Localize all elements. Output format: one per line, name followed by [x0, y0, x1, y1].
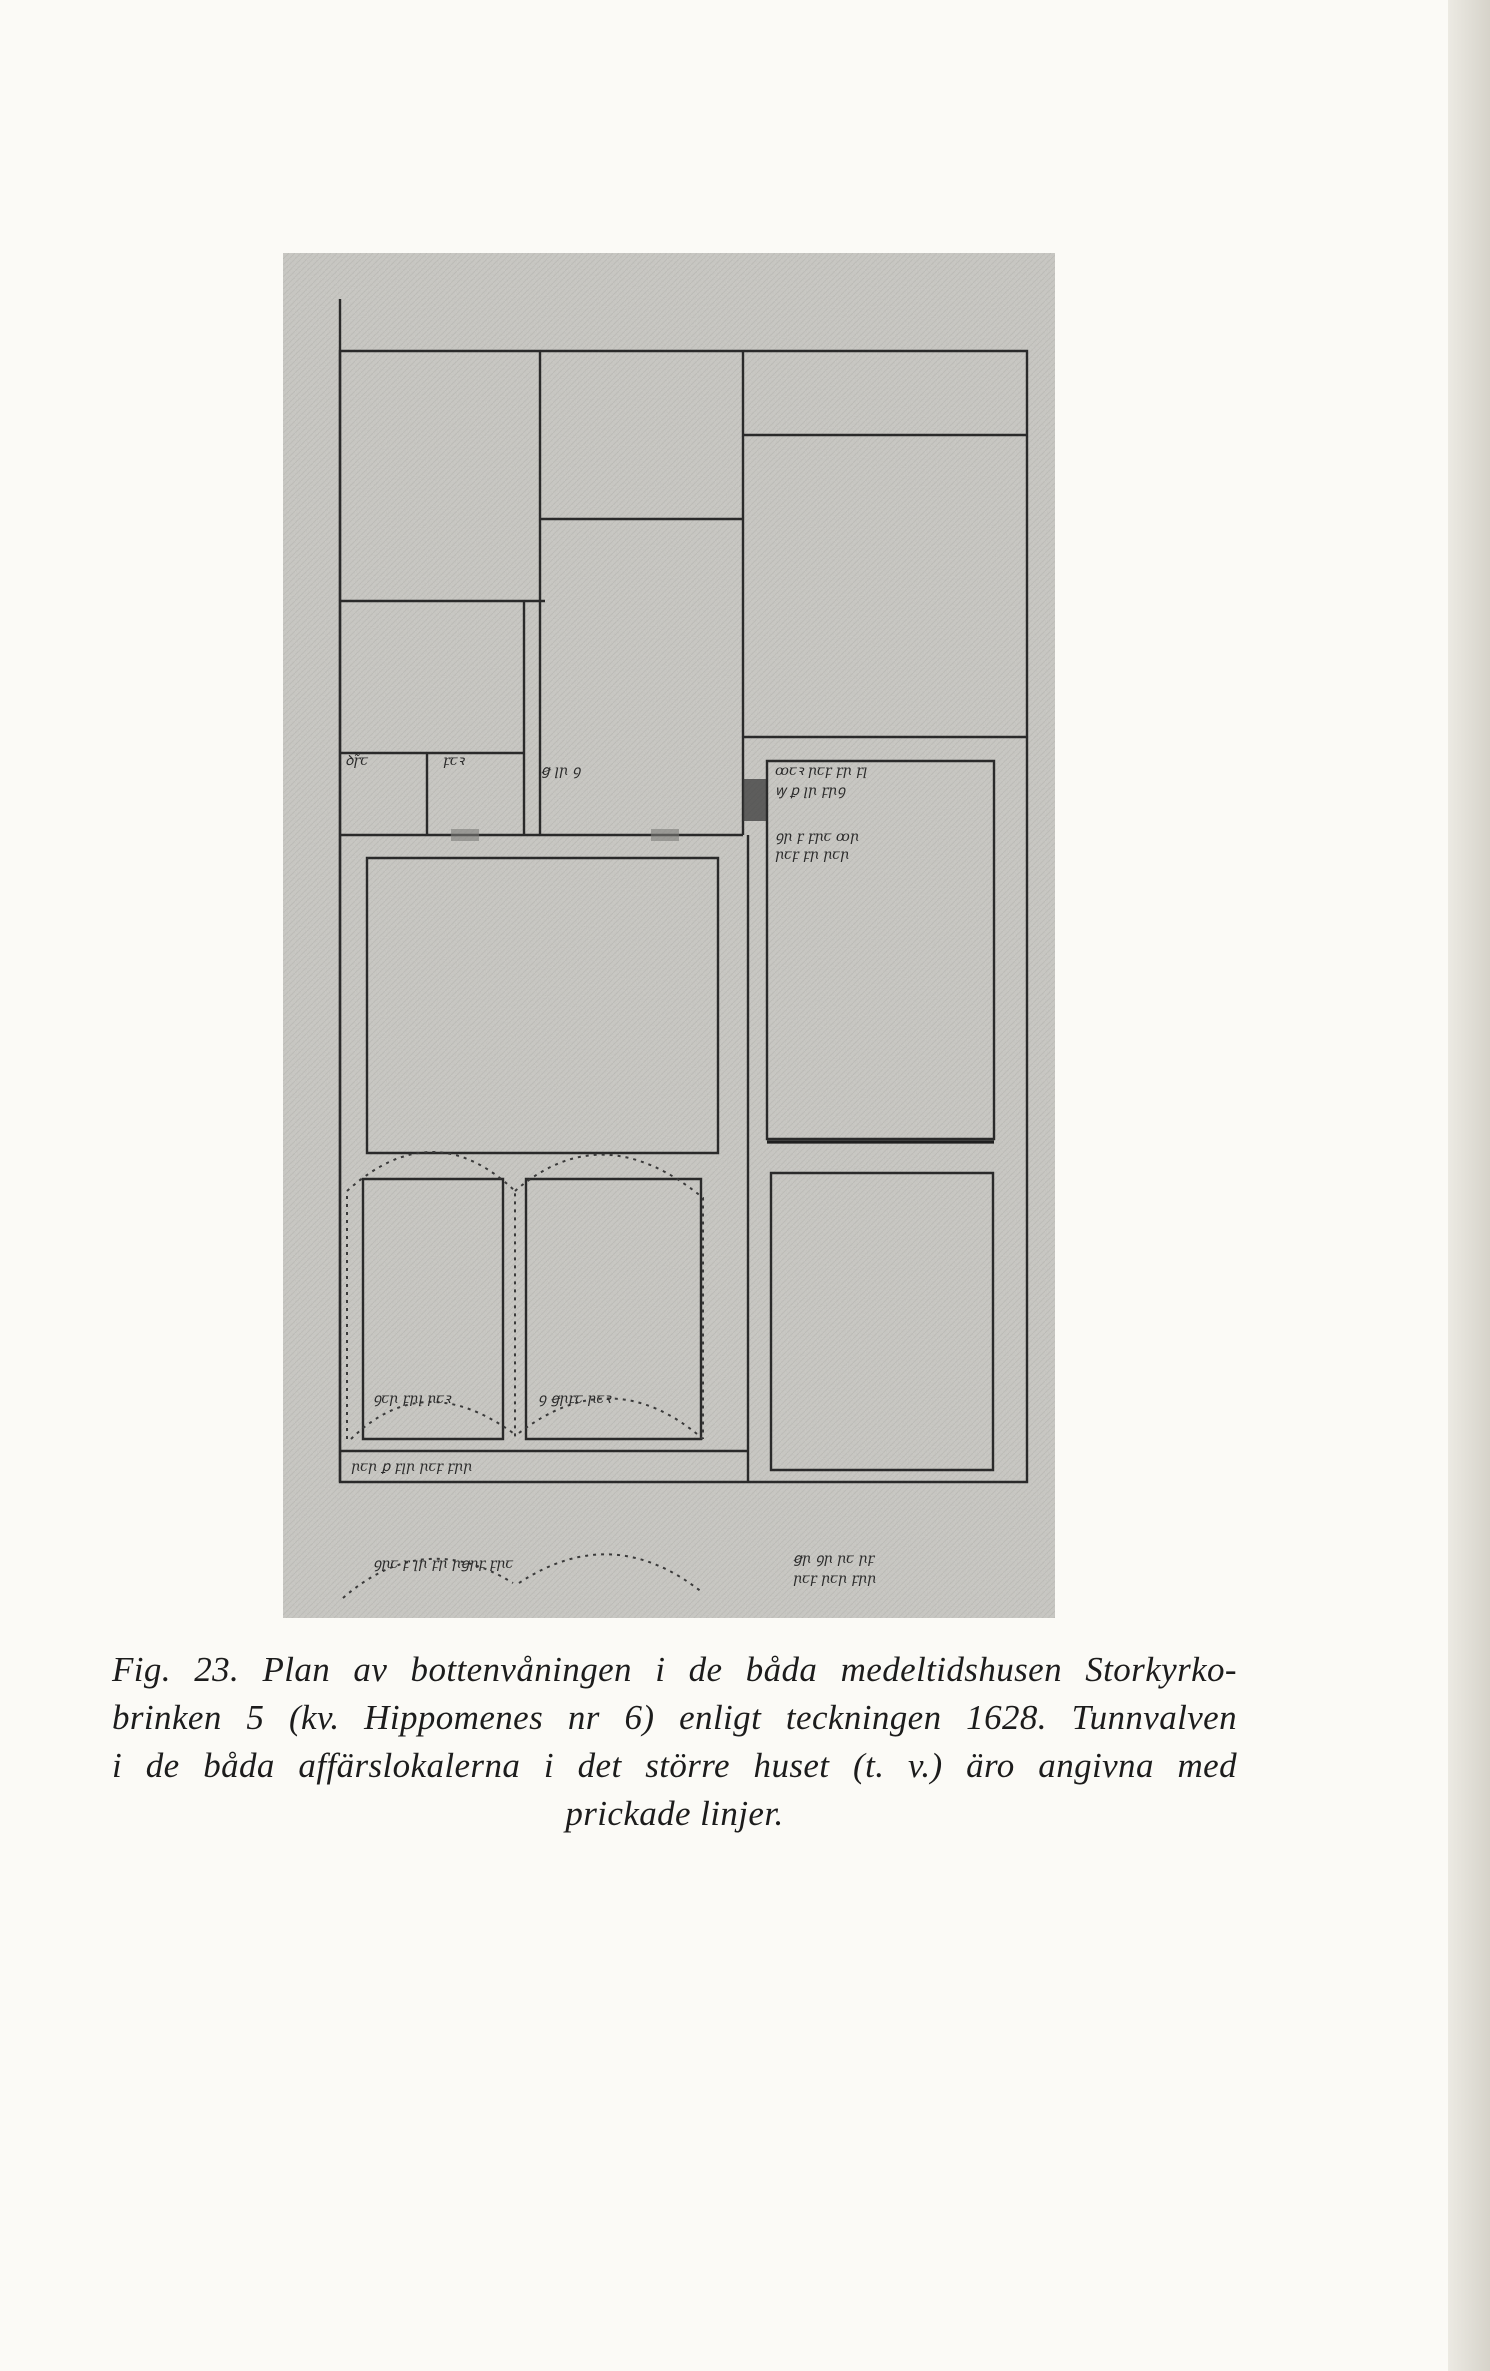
svg-text:ꝼꞇꝛ: ꝼꞇꝛ: [443, 753, 465, 769]
svg-text:ꞃꞇꝼ ꞃꞇꞃ ꝼꞃꞃ: ꞃꞇꝼ ꞃꞇꞃ ꝼꞃꞃ: [793, 1571, 877, 1587]
svg-text:ꞃꞇꝼ ꝼꞃ ꞃꞇꞃ: ꞃꞇꝼ ꝼꞃ ꞃꞇꞃ: [775, 847, 850, 863]
caption-line-4: prickade linjer.: [565, 1794, 784, 1833]
figure-caption: [112, 1646, 1237, 1838]
floor-plan-drawing: [283, 253, 1055, 1618]
page-edge: [1448, 0, 1490, 2371]
svg-text:ꞃꞇꞃ ꝑ ꝼꞁꞃ ꞃꞇꝼ ꝼꞃꞃ: ꞃꞇꞃ ꝑ ꝼꞁꞃ ꞃꞇꝼ ꝼꞃꞃ: [351, 1459, 473, 1475]
svg-text:ꝯꞇꞃ ꝼꞃꞁ ꞃꞇꝛ: ꝯꞇꞃ ꝼꞃꞁ ꞃꞇꝛ: [373, 1391, 451, 1407]
floor-plan-svg: [283, 253, 1055, 1618]
svg-text:ꞡꞃ ꝯꞃ ꞃꞇ ꞃꝼ: ꞡꞃ ꝯꞃ ꞃꞇ ꞃꝼ: [793, 1551, 875, 1567]
svg-text:ꝯꞃ ꝼ ꝼꞃꞇ ꝏꞃ: ꝯꞃ ꝼ ꝼꞃꞇ ꝏꞃ: [775, 829, 859, 845]
svg-text:ꝺɼ̃ꞇ: ꝺɼ̃ꞇ: [345, 753, 368, 769]
svg-text:ꝡ ꝑ ꞁꞃ ꝼꞃꝯ: ꝡ ꝑ ꞁꞃ ꝼꞃꝯ: [775, 783, 846, 799]
svg-text:ꝯꞃꞇ ꝼ ꞁꞃ ꝼꞃ ꞃꞡꞃꝼ ꝼꞃꞇ: ꝯꞃꞇ ꝼ ꞁꞃ ꝼꞃ ꞃꞡꞃꝼ ꝼꞃꞇ: [373, 1556, 514, 1572]
caption-line-2: brinken 5 (kv. Hippomenes nr 6) enligt teckningen 1628. Tunnvalven: [112, 1698, 1237, 1737]
svg-text:ꝯ ꞡꞃꝼꞇ ꞃꞇꝛ: ꝯ ꞡꞃꝼꞇ ꞃꞇꝛ: [538, 1391, 611, 1407]
caption-line-3: i de båda affärslokalerna i det större huset (t. v.) äro angivna med: [112, 1746, 1237, 1785]
svg-text:ꝏꞇꝛ ꞃꞇꝼ ꝼꞃ ꝼꞁ: ꝏꞇꝛ ꞃꞇꝼ ꝼꞃ ꝼꞁ: [775, 763, 868, 779]
svg-text:ꞡ ꞁꞃ ꝯ: ꞡ ꞁꞃ ꝯ: [541, 763, 581, 779]
caption-line-1: Fig. 23. Plan av bottenvåningen i de båda medeltidshusen Storkyrko-: [112, 1650, 1237, 1689]
